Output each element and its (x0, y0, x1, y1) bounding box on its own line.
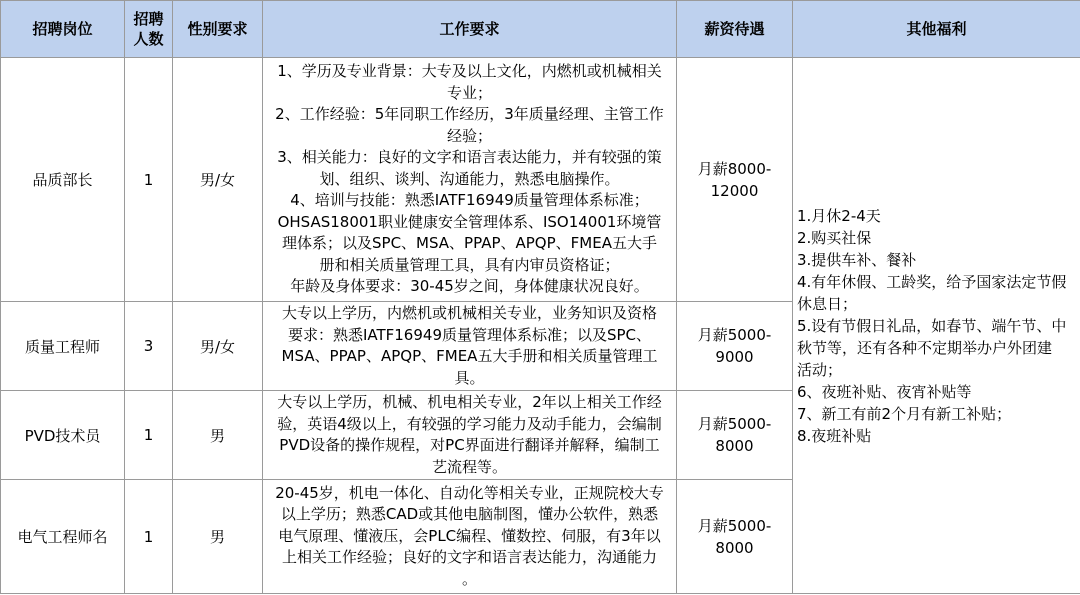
requirement-line: 划、组织、谈判、沟通能力，熟悉电脑操作。 (319, 169, 620, 188)
welfare-line: 秋节等，还有各种不定期举办户外团建 (797, 338, 1053, 357)
requirement-line: 具。 (454, 368, 485, 387)
welfare-line: 8.夜班补贴 (797, 426, 872, 445)
requirements-cell (263, 391, 677, 480)
welfare-line: 5.设有节假日礼品，如春节、端午节、中 (797, 316, 1067, 335)
header-gender: 性别要求 (173, 1, 263, 58)
salary-cell (677, 58, 793, 302)
requirement-line: 册和相关质量管理工具，具有内审员资格证； (319, 255, 620, 274)
requirement-line: 艺流程等。 (431, 457, 507, 476)
welfare-line: 1.月休2-4天 (797, 206, 881, 225)
welfare-line: 活动； (797, 360, 843, 379)
header-requirements: 工作要求 (263, 1, 677, 58)
requirement-line: 大专以上学历，机械、机电相关专业，2年以上相关工作经 (277, 393, 662, 411)
table-row (1, 58, 1080, 302)
header-count-line1: 招聘 (133, 10, 164, 28)
requirement-line: 。 (461, 569, 477, 588)
requirement-line: 4、培训与技能：熟悉IATF16949质量管理体系标准； (290, 191, 649, 210)
requirement-line: 年龄及身体要求：30-45岁之间，身体健康状况良好。 (290, 277, 649, 296)
position-cell: 质量工程师 (1, 302, 125, 391)
header-salary: 薪资待遇 (677, 1, 793, 58)
requirement-line: 以上学历；熟悉CAD或其他电脑制图，懂办公软件，熟悉 (280, 505, 659, 524)
salary-line1: 月薪5000- (697, 326, 772, 344)
salary-cell (677, 480, 793, 594)
table-body (1, 58, 1080, 594)
requirement-line: 理体系；以及SPC、MSA、PPAP、APQP、FMEA五大手 (282, 234, 657, 253)
salary-line1: 月薪5000- (697, 516, 772, 535)
requirement-line: PVD设备的操作规程，对PC界面进行翻译并解释，编制工 (279, 436, 660, 454)
salary-line2: 8000 (715, 437, 754, 455)
salary-line1: 月薪5000- (697, 415, 772, 433)
requirements-cell (263, 480, 677, 594)
gender-cell: 男/女 (173, 302, 263, 391)
header-welfare: 其他福利 (793, 1, 1080, 58)
salary-line2: 12000 (710, 181, 759, 200)
header-row (1, 1, 1080, 58)
salary-cell (677, 391, 793, 480)
position-cell: 品质部长 (1, 58, 125, 302)
count-cell: 3 (125, 302, 173, 391)
welfare-line: 4.有年休假、工龄奖，给予国家法定节假 (797, 272, 1067, 291)
requirement-line: 大专以上学历，内燃机或机械相关专业，业务知识及资格 (281, 304, 657, 322)
requirement-line: 电气原理、懂液压，会PLC编程、懂数控、伺服，有3年以 (278, 526, 661, 545)
gender-cell: 男 (173, 391, 263, 480)
salary-line1: 月薪8000- (697, 159, 772, 178)
requirement-line: 20-45岁，机电一体化、自动化等相关专业，正规院校大专 (275, 483, 664, 502)
requirement-line: OHSAS18001职业健康安全管理体系、ISO14001环境管 (277, 212, 662, 231)
header-position: 招聘岗位 (1, 1, 125, 58)
welfare-line: 休息日； (797, 294, 858, 313)
requirement-line: 1、学历及专业背景：大专及以上文化，内燃机或机械相关 (277, 62, 662, 81)
requirement-line: 经验； (446, 126, 492, 145)
requirement-line: 要求：熟悉IATF16949质量管理体系标准；以及SPC、 (287, 325, 652, 344)
header-count (125, 1, 173, 58)
requirement-line: 上相关工作经验；良好的文字和语言表达能力，沟通能力 (281, 548, 657, 567)
position-cell: 电气工程师名 (1, 480, 125, 594)
requirement-line: 验，英语4级以上，有较强的学习能力及动手能力，会编制 (277, 414, 662, 433)
welfare-line: 7、新工有前2个月有新工补贴； (797, 404, 1012, 423)
count-cell: 1 (125, 480, 173, 594)
gender-cell: 男 (173, 480, 263, 594)
table-header (1, 1, 1080, 58)
welfare-line: 3.提供车补、餐补 (797, 250, 917, 269)
welfare-line: 2.购买社保 (797, 228, 872, 247)
requirement-line: 专业； (446, 83, 492, 102)
salary-line2: 8000 (715, 538, 754, 557)
count-cell: 1 (125, 58, 173, 302)
salary-line2: 9000 (715, 348, 754, 366)
welfare-line: 6、夜班补贴、夜宵补贴等 (797, 382, 972, 401)
requirements-cell (263, 302, 677, 391)
requirements-cell (263, 58, 677, 302)
position-cell: PVD技术员 (1, 391, 125, 480)
requirement-line: 2、工作经验：5年同职工作经历，3年质量经理、主管工作 (275, 105, 664, 124)
header-count-line2: 人数 (133, 30, 164, 48)
requirement-line: 3、相关能力：良好的文字和语言表达能力，并有较强的策 (277, 148, 662, 167)
welfare-cell (793, 58, 1080, 594)
requirement-line: MSA、PPAP、APQP、FMEA五大手册和相关质量管理工 (281, 347, 658, 365)
salary-cell (677, 302, 793, 391)
count-cell: 1 (125, 391, 173, 480)
gender-cell: 男/女 (173, 58, 263, 302)
